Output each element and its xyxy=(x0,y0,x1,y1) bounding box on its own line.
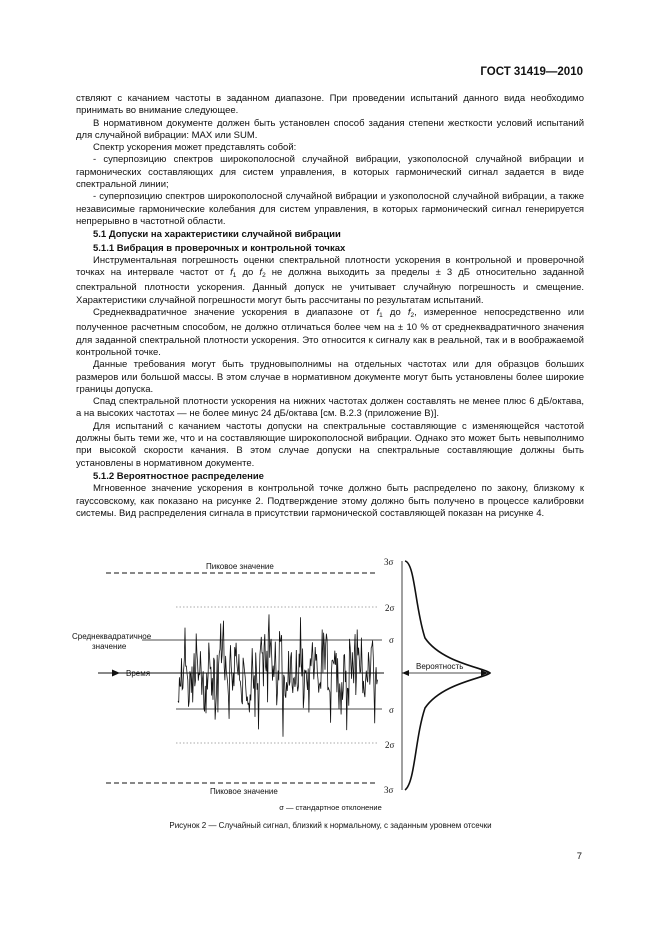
tick-label: 3σ xyxy=(384,557,394,567)
paragraph: Спад спектральной плотности ускорения на нижних частотах должен составлять не менее плюс 6 дБ/октава, а на высоких частотах — не более минус 24 дБ/октава [см. В.2.3 (приложение В)]. xyxy=(76,396,584,420)
subsection-heading: 5.1.2 Вероятностное распределение xyxy=(93,470,264,482)
paragraph: Данные требования могут быть трудновыполнимы на отдельных частотах или для образцов больших размеров или большой массы. В этом случае в нормативном документе могут быть установлены более широкие границы допуска. xyxy=(76,359,584,395)
body-text xyxy=(76,93,584,520)
tick-label: 2σ xyxy=(385,603,395,613)
paragraph: Мгновенное значение ускорения в контрольной точке должно быть распределено по закону, близкому к гауссовскому, как показано на рисунке 2. Подтверждение этому должно быть получено в процессе калибровки системы. Вид распределения сигнала в присутствии гармонической составляющей показан на рисунке 4. xyxy=(76,483,584,519)
list-item: - суперпозицию спектров широкополосной случайной вибрации, узкополосной случайной вибрации и гармонических составляющих для систем управления, в которых гармонический сигнал задается в виде спектральной линии; xyxy=(76,154,584,191)
probability-curve xyxy=(405,561,490,790)
paragraph: В нормативном документе должен быть установлен способ задания степени жесткости условий испытаний для случайной вибрации: MAX или SUM. xyxy=(76,117,584,141)
document-code: ГОСТ 31419—2010 xyxy=(480,66,583,78)
tick-label: σ xyxy=(389,635,394,645)
section-heading: 5.1 Допуски на характеристики случайной вибрации xyxy=(93,229,341,241)
rms-label-line1: Среднеквадратичное xyxy=(72,632,152,641)
arrow-left-icon xyxy=(402,670,409,676)
paragraph: Среднеквадратичное значение ускорения в диапазоне от $f_1$ до $f_2$, измеренное непосредственно или полученное расчетным способом, не должно отличаться более чем на ± 10 % от среднеквадратичного значения для заданной спектральной плотности ускорения. Это относится к сигналу как в реальной, так и в воображаемой контрольной точке. xyxy=(76,307,584,358)
peak-top-label: Пиковое значение xyxy=(206,562,274,571)
paragraph: Инструментальная погрешность оценки спектральной плотности ускорения в контрольной и проверочной точках на интервале частот от $f_1$ до $f_2$ не должна выходить за пределы ± 3 дБ относительно заданной спектральной плотности ускорения. Данный допуск не учитывает случайную погрешность и смещение. Характеристики случайной погрешности могут быть рассчитаны по результатам испытаний. xyxy=(76,254,584,306)
time-arrow-icon xyxy=(112,670,120,677)
random-signal-trace xyxy=(178,614,378,736)
figure-note: σ — стандартное отклонение xyxy=(279,803,382,812)
paragraph: Спектр ускорения может представлять собой: xyxy=(93,142,297,154)
paragraph: ствляют с качанием частоты в заданном диапазоне. При проведении испытаний данного вида необходимо принимать во внимание следующее. xyxy=(76,93,584,117)
signal-diagram xyxy=(70,553,550,798)
tick-label: 3σ xyxy=(384,785,394,795)
tick-label: σ xyxy=(389,705,394,715)
page-number: 7 xyxy=(576,851,582,862)
time-label: Время xyxy=(126,669,151,678)
paragraph: Для испытаний с качанием частоты допуски на спектральные составляющие с изменяющейся частотой должны быть теми же, что и на составляющие широкополосной вибрации. Однако это может быть невыполнимо при высокой скорости качания. В этом случае допуски на спектральные составляющие должны быть установлены в нормативном документе. xyxy=(76,420,584,469)
peak-bottom-label: Пиковое значение xyxy=(210,787,278,796)
list-item: - суперпозицию спектров широкополосной случайной вибрации и узкополосной случайной вибрации, а также независимые гармонические колебания для систем управления, в которых гармонический сигнал генерируется непрерывно в частотной области. xyxy=(76,191,584,227)
subsection-heading: 5.1.1 Вибрация в проверочных и контрольной точках xyxy=(93,242,346,254)
figure-caption: Рисунок 2 — Случайный сигнал, близкий к нормальному, с заданным уровнем отсечки xyxy=(169,821,492,830)
probability-label: Вероятность xyxy=(416,662,464,671)
figure-random-signal xyxy=(70,553,550,813)
rms-label-line2: значение xyxy=(92,642,127,651)
tick-label: 2σ xyxy=(385,740,395,750)
